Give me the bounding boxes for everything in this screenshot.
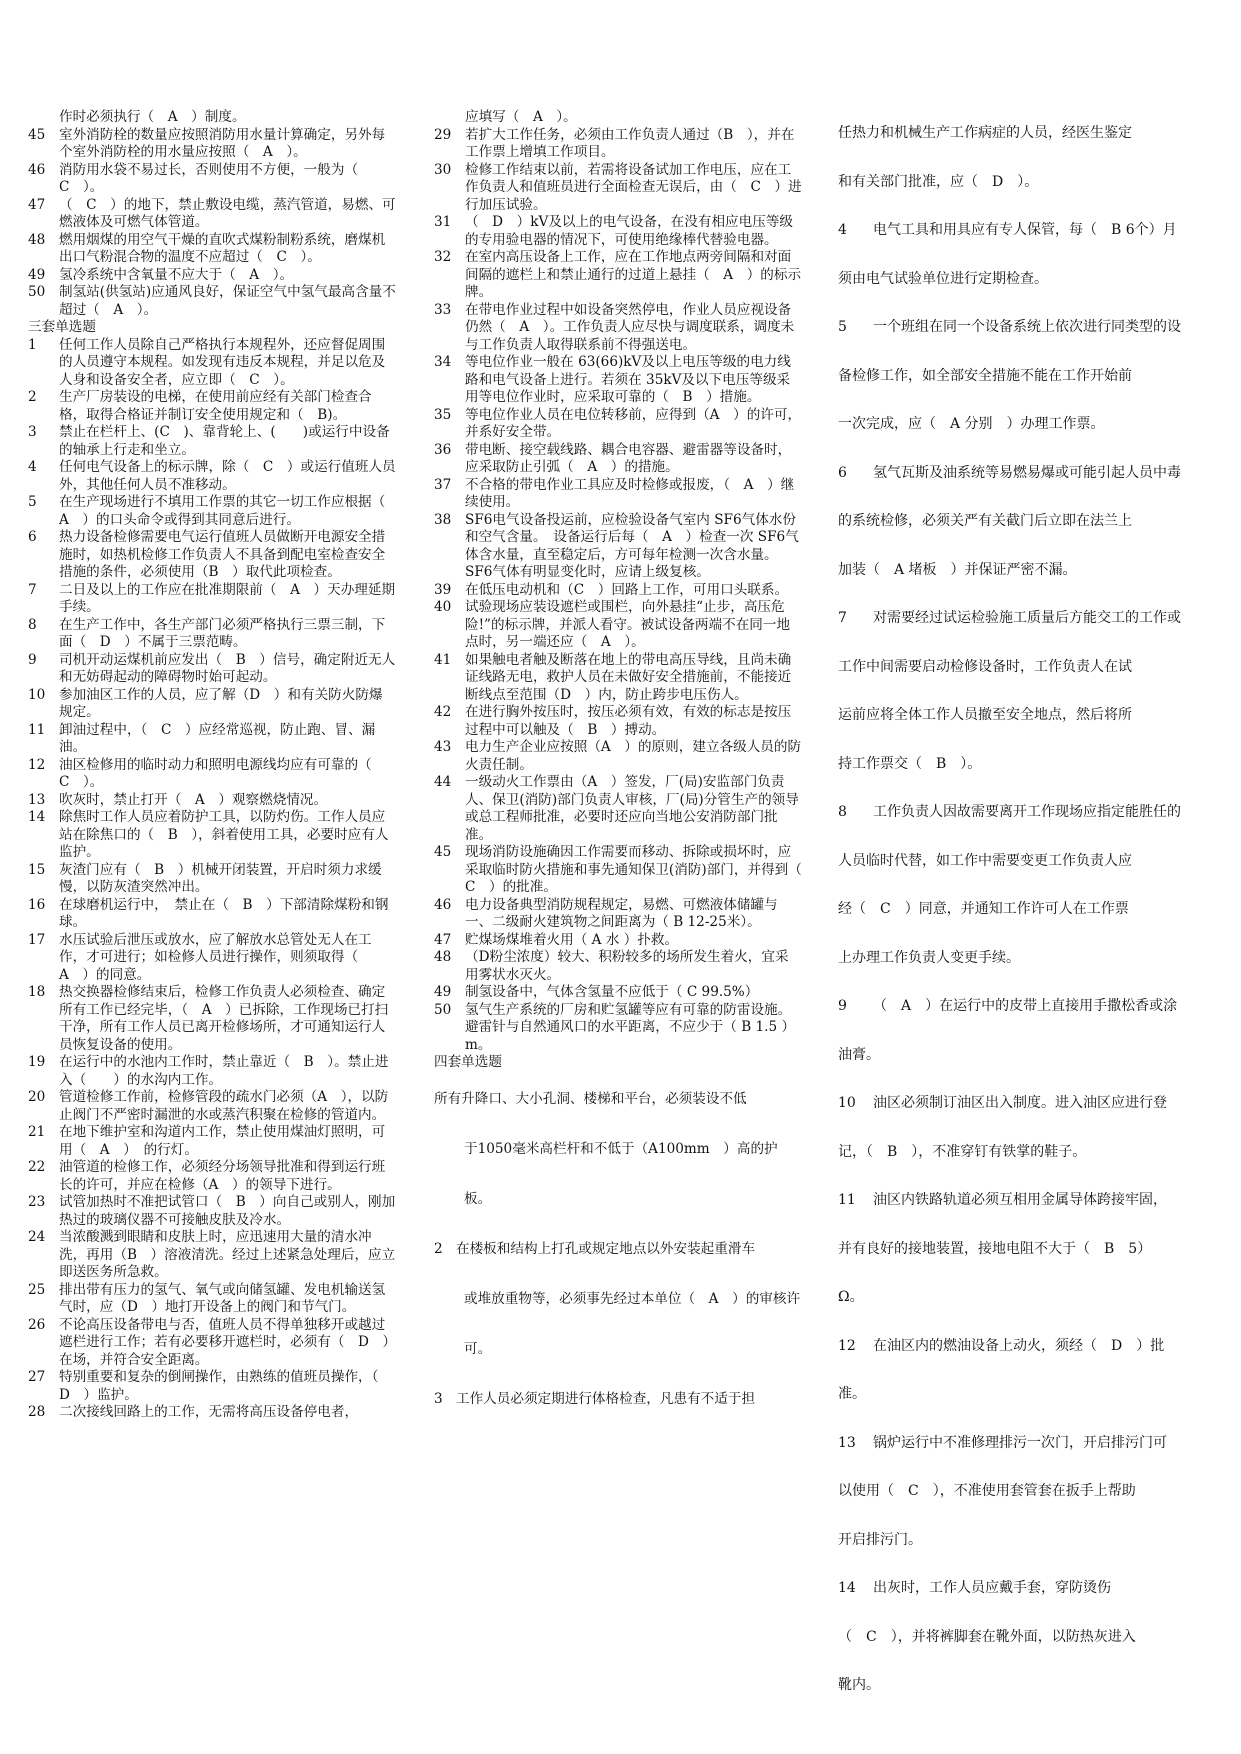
question-text: Ω。 — [838, 1289, 864, 1305]
question-item — [28, 1054, 396, 1089]
question-text-continued: 于1050毫米高栏杆和不低于（A100mm ）高的护板。 — [464, 1140, 778, 1207]
column-left — [28, 109, 399, 1422]
question-number: 48 — [434, 949, 452, 965]
question-item — [434, 249, 802, 302]
question-text: 的系统检修，必须关严有关截门后立即在法兰上 — [838, 513, 1132, 529]
question-text: 在运行中的水池内工作时，禁止靠近（ B ）。禁止进入（ ）的水沟内工作。 — [59, 1054, 389, 1088]
question-text: 氢冷系统中含氧量不应大于（ A ）。 — [59, 266, 294, 283]
question-item — [838, 740, 1228, 789]
question-text: 检修工作结束以前，若需将设备试加工作电压，应在工作负责人和值班员进行全面检查无误后，由（ C ）进行加压试验。 — [465, 161, 802, 213]
question-item — [28, 757, 396, 792]
question-number: 43 — [434, 739, 452, 755]
question-number: 23 — [28, 1194, 46, 1210]
question-item — [434, 774, 802, 844]
question-item — [434, 354, 802, 407]
question-text: 对需要经过试运检验施工质量后方能交工的工作或 — [873, 610, 1181, 626]
question-text: 燃用烟煤的用空气干燥的直吹式煤粉制粉系统，磨煤机出口气粉混合物的温度不应超过（ C ）。 — [59, 231, 386, 265]
question-item — [838, 934, 1228, 983]
question-item — [28, 127, 396, 162]
question-number: 3 — [28, 424, 37, 440]
question-text: 二次接线回路上的工作，无需将高压设备停电者， — [59, 1404, 359, 1420]
question-number: 22 — [28, 1159, 46, 1175]
question-item — [28, 284, 396, 319]
question-text: 试管加热时不准把试管口（ B ）向自己或别人，刚加热过的玻璃仪器不可接触皮肤及冷水。 — [59, 1194, 396, 1228]
question-item — [838, 594, 1228, 643]
question-item — [838, 1322, 1228, 1371]
question-item — [434, 1224, 802, 1374]
question-text: 并有良好的接地装置，接地电阻不大于（ B 5） — [838, 1240, 1152, 1257]
question-number: 31 — [434, 214, 452, 230]
question-text: 试验现场应装设遮栏或围栏，向外悬挂“止步，高压危险!”的标示牌，并派人看守。被试设备两端不在同一地点时，另一端还应（ A ）。 — [465, 599, 791, 650]
question-number: 10 — [838, 1095, 856, 1111]
question-item — [838, 1467, 1228, 1516]
question-item — [838, 1564, 1228, 1613]
question-item — [838, 885, 1228, 934]
question-text: 油区检修用的临时动力和照明电源线均应有可靠的（ C ）。 — [59, 756, 386, 790]
question-number: 20 — [28, 1089, 46, 1105]
question-item — [28, 109, 396, 127]
question-text: 任何电气设备上的标示牌，除（ C ）或运行值班人员外，其他任何人员不准移动。 — [59, 459, 396, 493]
section-heading — [434, 1054, 802, 1072]
question-number: 49 — [434, 984, 452, 1000]
question-number: 46 — [28, 161, 46, 178]
question-item — [838, 1516, 1228, 1565]
question-number: 12 — [838, 1337, 856, 1354]
question-text: 作时必须执行（ A ）制度。 — [59, 109, 246, 125]
question-text: 在球磨机运行中， 禁止在（ B ）下部清除煤粉和钢球。 — [59, 896, 389, 930]
question-text: 氢气瓦斯及油系统等易燃易爆或可能引起人员中毒 — [873, 464, 1181, 481]
question-item — [28, 162, 396, 197]
question-item — [28, 722, 396, 757]
question-item — [838, 303, 1228, 352]
question-item — [434, 127, 802, 162]
question-number: 28 — [28, 1404, 46, 1420]
question-text-continued: 或堆放重物等，必须事先经过本单位（ A ）的审核许可。 — [464, 1290, 801, 1357]
question-first-line — [434, 1374, 802, 1424]
question-number: 16 — [28, 896, 46, 913]
question-item — [28, 197, 396, 232]
question-item — [838, 788, 1228, 837]
question-text: 带电断、接空载线路、耦合电容器、避雷器等设备时，应采取防止引弧（ A ）的措施。 — [465, 441, 792, 475]
question-number: 21 — [28, 1124, 46, 1140]
question-item — [838, 206, 1228, 255]
question-number: 35 — [434, 406, 452, 423]
question-item — [434, 512, 802, 582]
question-text: 室外消防栓的数量应按照消防用水量计算确定，另外每个室外消防栓的用水量应按照（ A ）。 — [59, 126, 386, 160]
question-number: 2 — [28, 389, 37, 405]
question-number: 44 — [434, 774, 452, 790]
question-number: 25 — [28, 1281, 46, 1298]
question-text: 若扩大工作任务，必须由工作负责人通过（B ），并在工作票上增填工作项目。 — [465, 126, 795, 160]
question-number: 29 — [434, 126, 452, 143]
question-number: 1 — [28, 336, 37, 353]
question-number: 14 — [28, 809, 46, 825]
question-text: 消防用水袋不易过长，否则使用不方便，一般为（ C ）。 — [59, 161, 372, 195]
question-item — [838, 352, 1228, 401]
question-number: 15 — [28, 861, 46, 878]
question-number: 10 — [28, 686, 46, 703]
question-item — [838, 158, 1228, 207]
question-text: 灰渣门应有（ B ）机械开闭装置，开启时须力求缓慢，以防灰渣突然冲出。 — [59, 861, 382, 895]
question-text: 在地下维护室和沟道内工作，禁止使用煤油灯照明，可用（ A ） 的行灯。 — [59, 1124, 386, 1158]
question-text: 在带电作业过程中如设备突然停电，作业人员应视设备仍然（ A ）。工作负责人应尽快与调度联系，调度未与工作负责人取得联系前不得强送电。 — [465, 301, 795, 353]
question-number: 34 — [434, 354, 452, 370]
question-text: 经（ C ）同意，并通知工作许可人在工作票 — [838, 901, 1129, 917]
question-text: 任热力和机械生产工作病症的人员，经医生鉴定 — [838, 125, 1132, 141]
question-item — [838, 1419, 1228, 1468]
column-right — [838, 109, 1228, 1710]
question-number: 9 — [838, 998, 847, 1014]
question-text: 不论高压设备带电与否，值班人员不得单独移开或越过遮栏进行工作；若有必要移开遮栏时，必须有（ D ）在场，并符合安全距离。 — [59, 1316, 390, 1368]
question-item — [28, 809, 396, 862]
section-title: 三套单选题 — [28, 319, 96, 335]
question-text: 特别重要和复杂的倒闸操作，由熟练的值班员操作，（ D ）监护。 — [59, 1369, 393, 1403]
question-item — [838, 109, 1228, 158]
question-text: 禁止在栏杆上、(C )、靠背轮上、( )或运行中设备的轴承上行走和坐立。 — [59, 424, 390, 458]
question-item — [28, 529, 396, 582]
question-item — [434, 844, 816, 897]
question-number: 36 — [434, 441, 452, 458]
question-item — [838, 837, 1228, 886]
question-number: 27 — [28, 1369, 46, 1385]
question-item — [434, 949, 802, 984]
question-item — [838, 1079, 1228, 1128]
question-text: 除焦时工作人员应着防护工具，以防灼伤。工作人员应站在除焦口的（ B ），斜着使用工具，必要时应有人监护。 — [59, 809, 389, 860]
question-text: 油区内铁路轨道必须互相用金属导体跨接牢固， — [873, 1192, 1167, 1208]
question-text: 制氢设备中，气体含氢量不应低于（ C 99.5%） — [465, 984, 759, 1000]
question-text: 等电位作业人员在电位转移前，应得到（A ）的许可，并系好安全带。 — [465, 406, 802, 440]
question-text: 锅炉运行中不准修理排污一次门，开启排污门可 — [873, 1434, 1167, 1451]
question-text: 工作负责人因故需要离开工作现场应指定能胜任的 — [873, 804, 1181, 820]
question-number: 5 — [28, 494, 37, 510]
question-number: 5 — [838, 319, 847, 335]
question-item — [838, 1661, 1228, 1710]
question-text: 所有升降口、大小孔洞、楼梯和平台，必须装设不低 — [434, 1090, 747, 1107]
question-text: 靴内。 — [838, 1677, 880, 1693]
question-text: 工作中间需要启动检修设备时，工作负责人在试 — [838, 658, 1132, 675]
question-number: 14 — [838, 1580, 856, 1596]
question-item — [434, 984, 802, 1002]
question-item — [434, 739, 802, 774]
section-heading — [28, 319, 396, 337]
question-text: 在油区内的燃油设备上动火，须经（ D ）批 — [873, 1337, 1165, 1354]
question-item — [434, 652, 802, 705]
question-number: 4 — [838, 222, 847, 238]
question-item — [28, 232, 396, 267]
question-text: 二日及以上的工作应在批准期限前（ A ）天办理延期手续。 — [59, 581, 396, 615]
question-number: 8 — [28, 616, 37, 633]
question-item — [28, 792, 396, 810]
question-text: 热交换器检修结束后，检修工作负责人必须检查、确定所有工作已经完毕，（ A ）已拆除，工作现场已打扫干净，所有工作人员已离开检修场所，才可通知运行人员恢复设备的使用。 — [59, 984, 389, 1053]
question-text: 生产厂房装设的电梯，在使用前应经有关部门检查合格，取得合格证并制订安全使用规定和（ B)。 — [59, 389, 372, 423]
question-item — [28, 459, 396, 494]
question-text: 排出带有压力的氢气、氧气或向储氢罐、发电机输送氢气时，应（D ）地打开设备上的阀门和节气门。 — [59, 1281, 386, 1315]
question-text: 一次完成，应（ A 分别 ）办理工作票。 — [838, 416, 1105, 432]
question-item — [28, 1404, 396, 1422]
question-item — [28, 932, 396, 985]
question-item — [28, 582, 396, 617]
question-item — [28, 862, 396, 897]
question-number: 7 — [838, 610, 847, 626]
question-text: 参加油区工作的人员，应了解（D ）和有关防火防爆规定。 — [59, 686, 383, 720]
question-item — [434, 1374, 802, 1424]
question-item — [434, 1002, 802, 1055]
question-number: 47 — [28, 196, 46, 213]
question-number: 48 — [28, 231, 46, 248]
question-item — [838, 546, 1228, 595]
question-text: 氢气生产系统的厂房和贮氢罐等应有可靠的防雷设施。避雷针与自然通风口的水平距离，不应少于（ B 1.5 ）m。 — [465, 1001, 796, 1053]
question-text: 准。 — [838, 1386, 866, 1402]
question-text: （D粉尘浓度）较大、积粉较多的场所发生着火，宜采用雾状水灭火。 — [465, 949, 789, 983]
question-number: 13 — [838, 1434, 856, 1451]
question-number: 39 — [434, 581, 452, 598]
question-text: （ C ），并将裤脚套在靴外面，以防热灰进入 — [838, 1628, 1136, 1645]
question-item — [434, 302, 802, 355]
question-number: 3 — [434, 1390, 443, 1407]
question-number: 46 — [434, 896, 452, 913]
question-text: 水压试验后泄压或放水，应了解放水总管处无人在工作，才可进行；如检修人员进行操作，则须取得（ A ）的同意。 — [59, 931, 372, 983]
question-item — [28, 897, 396, 932]
question-text: 上办理工作负责人变更手续。 — [838, 949, 1020, 966]
question-item — [838, 449, 1228, 498]
question-item — [28, 1229, 396, 1282]
question-item — [838, 497, 1228, 546]
question-number: 37 — [434, 476, 452, 493]
question-text: 记，（ B ），不准穿钉有铁掌的鞋子。 — [838, 1143, 1087, 1160]
question-first-line — [434, 1074, 802, 1124]
question-text: 加装（ A 堵板 ）并保证严密不漏。 — [838, 561, 1077, 578]
question-text: 油膏。 — [838, 1046, 880, 1063]
question-number: 42 — [434, 704, 452, 720]
question-number: 17 — [28, 931, 46, 948]
question-number: 32 — [434, 249, 452, 265]
question-number: 11 — [838, 1192, 856, 1208]
question-item — [838, 255, 1228, 304]
question-number: 45 — [28, 126, 46, 143]
question-item — [434, 442, 802, 477]
question-text: 吹灰时，禁止打开（ A ）观察燃烧情况。 — [59, 791, 328, 808]
question-text: 持工作票交（ B ）。 — [838, 755, 982, 772]
question-text: 电力生产企业应按照（A ）的原则，建立各级人员的防火责任制。 — [465, 739, 802, 773]
question-item — [838, 1225, 1228, 1274]
question-item — [28, 1282, 396, 1317]
question-number: 9 — [28, 651, 37, 668]
question-text: 等电位作业一般在 63(66)kV及以上电压等级的电力线路和电气设备上进行。若须在 35kV及以下电压等级采用等电位作业时，应采取可靠的（ B ）措施。 — [465, 354, 791, 405]
question-text: 工作人员必须定期进行体格检查，凡患有不适于担 — [456, 1390, 756, 1407]
question-item — [434, 407, 802, 442]
question-text: SF6电气设备投运前，应检验设备气室内 SF6气体水份和空气含量。 设备运行后每（ A ）检查一次 SF6气体含水量，直至稳定后，方可每年检测一次含水量。SF6气体有明显变化时，应请上级复核。 — [465, 511, 799, 580]
question-text: 在进行胸外按压时，按压必须有效，有效的标志是按压过程中可以触及（ B ）搏动。 — [465, 704, 792, 738]
question-text: 卸油过程中，（ C ）应经常巡视，防止跑、冒、漏油。 — [59, 721, 376, 755]
question-text: 任何工作人员除自己严格执行本规程外，还应督促周围的人员遵守本规程。如发现有违反本规程，并足以危及人身和设备安全者，应立即（ C ）。 — [59, 336, 386, 388]
question-number: 6 — [28, 529, 37, 545]
question-text: 出灰时，工作人员应戴手套，穿防烫伤 — [873, 1580, 1111, 1596]
question-text: 油管道的检修工作，必须经分场领导批准和得到运行班长的许可，并应在检修（A ）的领导下进行。 — [59, 1159, 386, 1193]
question-item — [28, 1369, 396, 1404]
question-number: 50 — [434, 1001, 452, 1018]
question-number: 7 — [28, 581, 37, 598]
question-item — [434, 932, 802, 950]
question-text: 应填写（ A ）。 — [465, 109, 577, 125]
question-number: 41 — [434, 651, 452, 668]
question-text: 备检修工作，如全部安全措施不能在工作开始前 — [838, 367, 1132, 384]
question-number: 8 — [838, 804, 847, 820]
question-number: 45 — [434, 844, 452, 860]
question-text: 在生产工作中，各生产部门必须严格执行三票三制，下面（ D ）不属于三票范畴。 — [59, 616, 386, 650]
question-item — [838, 1176, 1228, 1225]
question-number: 38 — [434, 511, 452, 528]
question-item — [838, 643, 1228, 692]
question-item — [434, 704, 802, 739]
question-text: 电气工具和用具应有专人保管，每（ B 6个）月 — [873, 222, 1177, 238]
question-text: （ C ）的地下，禁止敷设电缆，蒸汽管道，易燃、可燃液体及可燃气体管道。 — [59, 196, 396, 230]
question-item — [434, 477, 802, 512]
question-item — [838, 400, 1228, 449]
question-item — [28, 389, 396, 424]
question-item — [838, 691, 1228, 740]
question-item — [28, 337, 396, 390]
question-text: 管道检修工作前，检修管段的疏水门必须（A ），以防止阀门不严密时漏泄的水或蒸汽积聚在检修的管道内。 — [59, 1089, 389, 1123]
question-number: 26 — [28, 1316, 46, 1333]
question-number: 30 — [434, 161, 452, 178]
question-text: 须由电气试验单位进行定期检查。 — [838, 270, 1048, 287]
question-number: 24 — [28, 1229, 46, 1245]
question-text: 贮煤场煤堆着火用（ A 水 ）扑救。 — [465, 931, 679, 948]
question-item — [838, 1370, 1228, 1419]
question-item — [28, 617, 396, 652]
question-item — [434, 582, 802, 600]
question-item — [28, 652, 396, 687]
question-item — [434, 214, 802, 249]
question-item — [838, 1031, 1228, 1080]
question-item — [28, 1159, 396, 1194]
question-text: 在生产现场进行不填用工作票的其它一切工作应根据（ A ）的口头命令或得到其同意后进行。 — [59, 494, 399, 528]
question-text: 运前应将全体工作人员撤至安全地点，然后将所 — [838, 707, 1132, 723]
question-number: 47 — [434, 931, 452, 948]
question-item — [28, 687, 396, 722]
question-number: 19 — [28, 1054, 46, 1070]
question-number: 12 — [28, 756, 46, 773]
question-item — [28, 1089, 396, 1124]
question-item — [434, 162, 802, 215]
column-middle — [434, 109, 816, 1424]
question-text: （ D ）kV及以上的电气设备，在没有相应电压等级的专用验电器的情况下，可使用绝缘棒代替验电器。 — [465, 214, 794, 248]
question-item — [28, 1317, 396, 1370]
question-text: 如果触电者触及断落在地上的带电高压导线，且尚未确证线路无电，救护人员在未做好安全措施前，不能接近断线点至范围（D ）内，防止跨步电压伤人。 — [465, 651, 792, 703]
question-item — [434, 599, 802, 652]
question-number: 6 — [838, 464, 847, 481]
question-text: 油区必须制订油区出入制度。进入油区应进行登 — [873, 1095, 1167, 1111]
question-item — [434, 1074, 802, 1224]
question-text: 司机开动运煤机前应发出（ B ）信号，确定附近无人和无妨碍起动的障碍物时始可起动。 — [59, 651, 396, 685]
section-four-questions — [434, 1074, 802, 1424]
question-item — [28, 424, 396, 459]
question-item — [28, 1194, 396, 1229]
question-first-line — [434, 1224, 802, 1274]
question-item — [28, 1124, 396, 1159]
question-number: 2 — [434, 1240, 443, 1257]
question-text: 在楼板和结构上打孔或规定地点以外安装起重滑车 — [456, 1240, 756, 1257]
question-text: 一级动火工作票由（A ）签发，厂(局)安监部门负责人、保卫(消防)部门负责人审核，厂(局)分管生产的领导或总工程师批准，必要时还应向当地公安消防部门批准。 — [465, 774, 799, 843]
question-number: 4 — [28, 459, 37, 475]
question-text: 当浓酸溅到眼睛和皮肤上时，应迅速用大量的清水冲洗，再用（B ）溶液清洗。经过上述紧急处理后，应立即送医务所急救。 — [59, 1229, 396, 1280]
question-item — [838, 1128, 1228, 1177]
question-text: 制氢站(供氢站)应通风良好，保证空气中氢气最高含量不超过（ A ）。 — [59, 284, 396, 318]
question-item — [838, 982, 1228, 1031]
question-number: 40 — [434, 599, 452, 615]
question-item — [838, 1273, 1228, 1322]
question-number: 49 — [28, 266, 46, 283]
question-item — [28, 267, 396, 285]
question-item — [434, 109, 802, 127]
question-text: 电力设备典型消防规程规定，易燃、可燃液体储罐与一、二级耐火建筑物之间距离为（ B 12-25米）。 — [465, 896, 778, 930]
question-number: 18 — [28, 984, 46, 1000]
question-text: 热力设备检修需要电气运行值班人员做断开电源安全措施时，如热机检修工作负责人不具备到配电室检查安全措施的条件，必须使用（B ）取代此项检查。 — [59, 529, 386, 580]
question-item — [28, 494, 399, 529]
question-text: 开启排污门。 — [838, 1531, 922, 1548]
question-text: 以使用（ C ），不准使用套管套在扳手上帮助 — [838, 1483, 1136, 1499]
question-number: 11 — [28, 721, 46, 738]
question-item — [28, 984, 396, 1054]
question-item — [838, 1613, 1228, 1662]
question-text: 在室内高压设备上工作，应在工作地点两旁间隔和对面间隔的遮栏上和禁止通行的过道上悬挂（ A ）的标示牌。 — [465, 249, 802, 300]
question-text: 在低压电动机和（C ）回路上工作，可用口头联系。 — [465, 581, 789, 598]
question-text: 和有关部门批准，应（ D ）。 — [838, 173, 1039, 190]
question-text: （ A ）在运行中的皮带上直接用手撒松香或涂 — [873, 998, 1178, 1014]
question-text: 人员临时代替，如工作中需要变更工作负责人应 — [838, 852, 1132, 869]
question-item — [434, 897, 802, 932]
question-text: 现场消防设施确因工作需要而移动、拆除或损坏时，应采取临时防火措施和事先通知保卫(消防)部门，并得到（ C ）的批准。 — [465, 844, 816, 895]
question-text: 一个班组在同一个设备系统上依次进行同类型的设 — [873, 319, 1181, 335]
question-number: 33 — [434, 301, 452, 318]
question-text: 不合格的带电作业工具应及时检修或报废，（ A ）继续使用。 — [465, 476, 795, 510]
question-number: 50 — [28, 284, 46, 300]
section-title: 四套单选题 — [434, 1054, 502, 1070]
question-number: 13 — [28, 791, 46, 808]
